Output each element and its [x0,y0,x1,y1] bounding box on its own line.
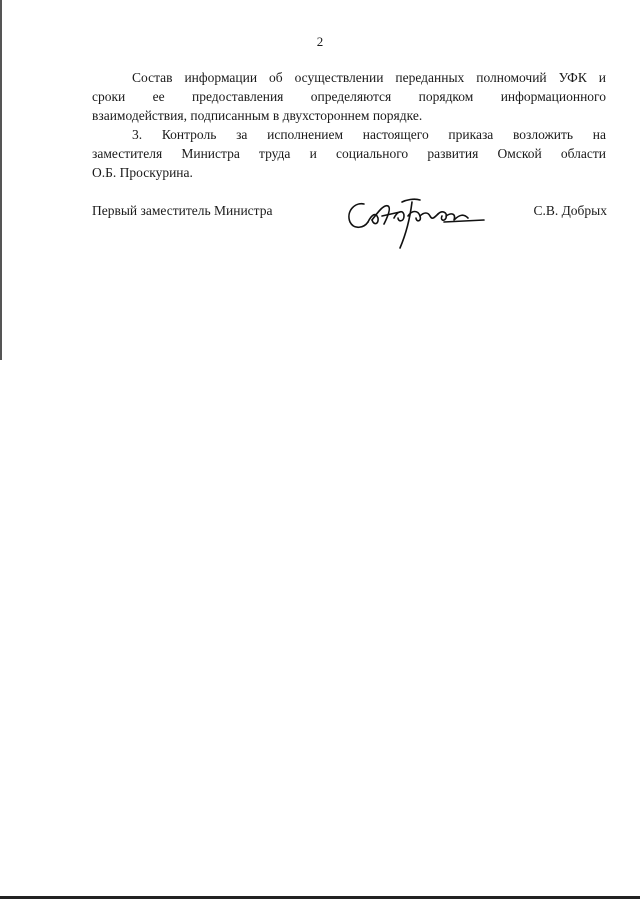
page-number: 2 [316,34,324,49]
handwritten-signature [342,190,490,252]
text-line: 3. Контроль за исполнением настоящего приказа возложить на [132,127,606,142]
signatory-title: Первый заместитель Министра [92,203,273,218]
signatory-name: С.В. Добрых [533,203,607,218]
paragraph-info-composition [92,68,606,125]
scan-bottom-edge [0,896,640,899]
text-line: сроки ее предоставления определяются порядком информационного [92,89,606,104]
paragraph-control-clause [92,125,606,182]
scan-edge-line [0,0,2,360]
text-line: О.Б. Проскурина. [92,165,193,180]
text-line: взаимодействия, подписанным в двухстороннем порядке. [92,108,423,123]
text-line: заместителя Министра труда и социального развития Омской области [92,146,606,161]
text-line: Состав информации об осуществлении переданных полномочий УФК и [132,70,606,85]
